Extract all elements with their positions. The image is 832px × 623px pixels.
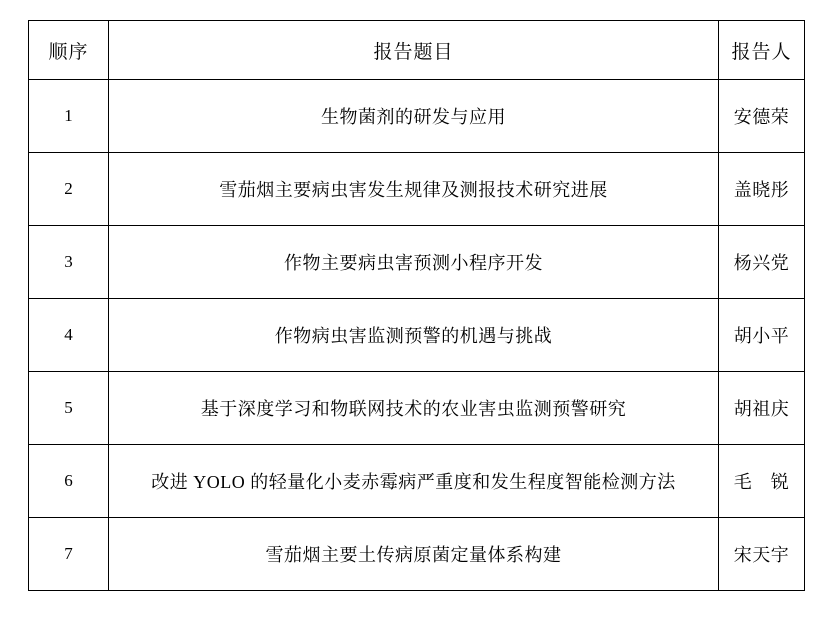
table-row: [29, 445, 805, 518]
table-header-row: [29, 21, 805, 80]
cell-title: 改进 YOLO 的轻量化小麦赤霉病严重度和发生程度智能检测方法: [109, 445, 719, 518]
cell-speaker: 毛 锐: [719, 445, 805, 518]
table-row: [29, 372, 805, 445]
table-row: [29, 299, 805, 372]
cell-title: 基于深度学习和物联网技术的农业害虫监测预警研究: [109, 372, 719, 445]
table-row: [29, 80, 805, 153]
cell-title: 生物菌剂的研发与应用: [109, 80, 719, 153]
cell-order: 4: [29, 299, 109, 372]
cell-title: 雪茄烟主要土传病原菌定量体系构建: [109, 518, 719, 591]
cell-order: 5: [29, 372, 109, 445]
cell-order: 7: [29, 518, 109, 591]
cell-title: 作物病虫害监测预警的机遇与挑战: [109, 299, 719, 372]
cell-speaker: 宋天宇: [719, 518, 805, 591]
column-header-title: 报告题目: [109, 21, 719, 80]
table-header: [29, 21, 805, 80]
cell-speaker: 杨兴党: [719, 226, 805, 299]
report-schedule-table: [28, 20, 805, 591]
cell-speaker: 盖晓彤: [719, 153, 805, 226]
cell-order: 2: [29, 153, 109, 226]
table-row: [29, 518, 805, 591]
cell-speaker: 胡祖庆: [719, 372, 805, 445]
table-row: [29, 226, 805, 299]
cell-speaker: 胡小平: [719, 299, 805, 372]
cell-order: 1: [29, 80, 109, 153]
cell-order: 6: [29, 445, 109, 518]
table-body: [29, 80, 805, 591]
cell-speaker: 安德荣: [719, 80, 805, 153]
table-row: [29, 153, 805, 226]
column-header-speaker: 报告人: [719, 21, 805, 80]
column-header-order: 顺序: [29, 21, 109, 80]
cell-title: 雪茄烟主要病虫害发生规律及测报技术研究进展: [109, 153, 719, 226]
cell-order: 3: [29, 226, 109, 299]
cell-title: 作物主要病虫害预测小程序开发: [109, 226, 719, 299]
